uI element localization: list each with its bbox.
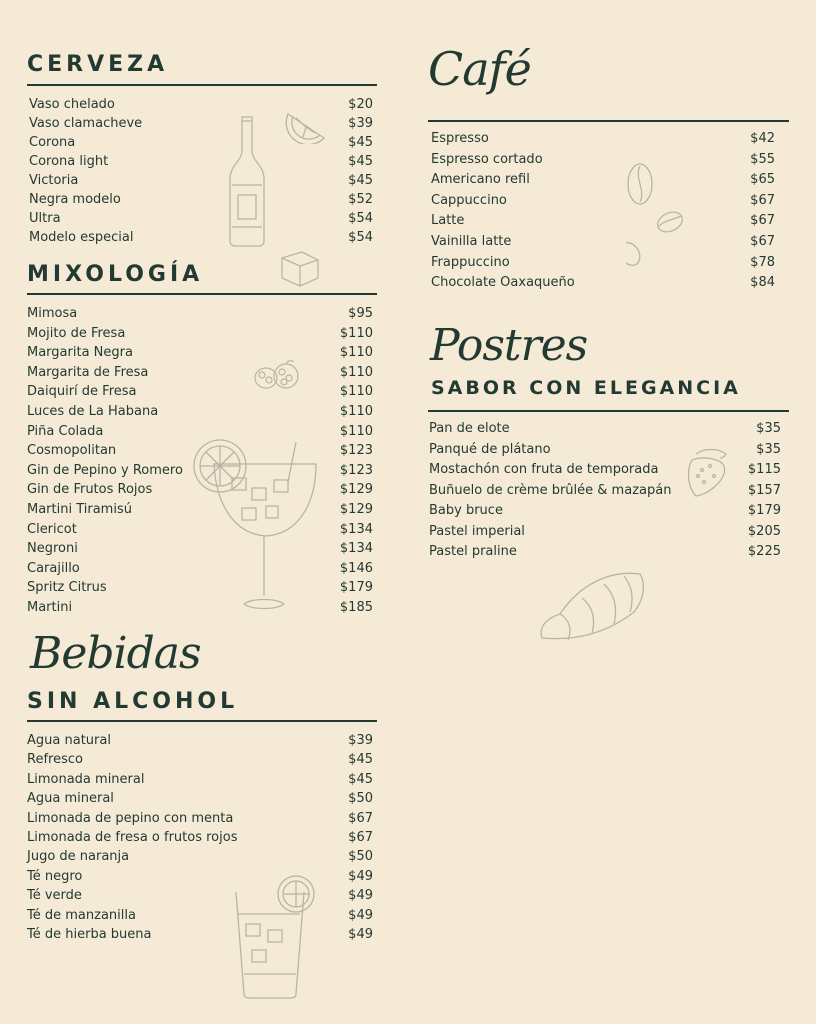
- menu-item-price: $110: [339, 423, 373, 439]
- menu-item: [431, 273, 775, 294]
- menu-item-name: Daiquirí de Fresa: [27, 384, 137, 400]
- section-title-sabor: SABOR CON ELEGANCIA: [431, 377, 741, 399]
- menu-item-name: Té verde: [27, 888, 82, 904]
- menu-item-name: Limonada mineral: [27, 771, 145, 787]
- menu-item-name: Mojito de Fresa: [27, 325, 126, 341]
- menu-item-price: $110: [339, 325, 373, 341]
- menu-item-name: Corona light: [29, 154, 109, 169]
- menu-item-name: Chocolate Oaxaqueño: [431, 275, 575, 291]
- cocktail-glass-icon: [192, 438, 320, 614]
- raspberry-icon: [252, 358, 302, 394]
- menu-item-price: $67: [348, 829, 373, 845]
- section-divider: [428, 410, 789, 412]
- menu-item-price: $179: [339, 580, 373, 596]
- menu-item: [27, 847, 373, 866]
- menu-item-name: Americano refil: [431, 172, 530, 188]
- menu-item-price: $65: [750, 172, 775, 188]
- menu-item: [29, 152, 373, 171]
- menu-item-name: Gin de Pepino y Romero: [27, 462, 183, 478]
- menu-item-price: $39: [348, 116, 373, 131]
- menu-item-name: Margarita Negra: [27, 345, 133, 361]
- menu-item-price: $45: [348, 173, 373, 188]
- section-title-cerveza: CERVEZA: [27, 52, 169, 77]
- menu-item-price: $45: [348, 752, 373, 768]
- menu-item-name: Vainilla latte: [431, 233, 512, 249]
- coffee-bean-icon: [626, 162, 686, 272]
- menu-item: [27, 343, 373, 363]
- menu-item-price: $129: [339, 482, 373, 498]
- menu-item: [27, 828, 373, 847]
- menu-item: [431, 253, 775, 274]
- menu-item: [27, 382, 373, 402]
- menu-item: [29, 190, 373, 209]
- menu-item-price: $50: [348, 791, 373, 807]
- menu-item-name: Pastel praline: [429, 544, 517, 559]
- menu-item: [27, 750, 373, 769]
- menu-item-name: Frappuccino: [431, 254, 510, 270]
- menu-item-name: Gin de Frutos Rojos: [27, 482, 153, 498]
- menu-item-price: $52: [348, 192, 373, 207]
- menu-item: [431, 170, 775, 191]
- menu-item-name: Victoria: [29, 173, 79, 188]
- menu-item-price: $157: [747, 482, 781, 498]
- menu-item-name: Carajillo: [27, 560, 80, 576]
- menu-item: [431, 150, 775, 171]
- menu-item-name: Luces de La Habana: [27, 403, 159, 419]
- menu-item-price: $185: [339, 599, 373, 615]
- menu-item-name: Refresco: [27, 752, 83, 768]
- menu-item-name: Limonada de fresa o frutos rojos: [27, 829, 238, 845]
- menu-item-name: Té de manzanilla: [27, 907, 136, 923]
- menu-item: [27, 731, 373, 750]
- script-title-bebidas: Bebidas: [30, 628, 201, 679]
- menu-item: [429, 542, 781, 563]
- menu-item-name: Piña Colada: [27, 423, 104, 439]
- menu-item-price: $49: [348, 868, 373, 884]
- menu-item-price: $54: [348, 230, 373, 245]
- croissant-icon: [538, 566, 646, 648]
- menu-item: [27, 363, 373, 383]
- menu-item: [429, 522, 781, 543]
- menu-item-price: $78: [750, 254, 775, 270]
- menu-item-price: $84: [750, 275, 775, 291]
- menu-item-price: $67: [348, 810, 373, 826]
- menu-item-price: $110: [339, 345, 373, 361]
- menu-item-price: $179: [747, 503, 781, 518]
- strawberry-icon: [684, 446, 730, 498]
- menu-item-name: Baby bruce: [429, 503, 503, 518]
- menu-item-price: $129: [339, 501, 373, 517]
- menu-item-name: Negroni: [27, 541, 78, 557]
- menu-item-price: $39: [348, 733, 373, 748]
- menu-item-price: $95: [348, 306, 373, 321]
- menu-item-price: $123: [339, 443, 373, 459]
- menu-item-name: Agua mineral: [27, 791, 114, 807]
- tall-glass-icon: [232, 874, 322, 1000]
- menu-item-name: Ultra: [29, 211, 61, 226]
- menu-item-name: Martini: [27, 599, 73, 615]
- menu-item-name: Panqué de plátano: [429, 441, 551, 457]
- menu-item: [27, 809, 373, 828]
- menu-item-name: Buñuelo de crème brûlée & mazapán: [429, 482, 672, 498]
- menu-item-price: $110: [339, 364, 373, 380]
- menu-item-name: Latte: [431, 213, 465, 229]
- menu-item-name: Mostachón con fruta de temporada: [429, 462, 659, 477]
- menu-item-name: Espresso cortado: [431, 151, 543, 167]
- menu-item-price: $146: [339, 560, 373, 576]
- menu-list-cafe: [431, 129, 775, 294]
- menu-item-name: Corona: [29, 135, 76, 150]
- menu-item-price: $225: [747, 544, 781, 559]
- menu-item: [27, 402, 373, 422]
- menu-item-name: Limonada de pepino con menta: [27, 810, 234, 826]
- menu-item-price: $67: [750, 192, 775, 208]
- section-divider: [27, 293, 377, 295]
- menu-item-price: $134: [339, 541, 373, 557]
- menu-item-price: $110: [339, 403, 373, 419]
- menu-item: [27, 770, 373, 789]
- menu-item-price: $49: [348, 907, 373, 923]
- menu-item-name: Vaso clamacheve: [29, 116, 143, 131]
- menu-item-price: $123: [339, 462, 373, 478]
- menu-item: [27, 324, 373, 344]
- menu-item-price: $54: [348, 211, 373, 226]
- ice-cube-icon: [276, 248, 322, 288]
- menu-item: [429, 501, 781, 522]
- menu-item-price: $35: [756, 421, 781, 436]
- section-divider: [428, 120, 789, 122]
- menu-item-name: Clericot: [27, 521, 77, 537]
- menu-item-name: Pastel imperial: [429, 523, 525, 539]
- script-title-cafe: Café: [428, 42, 531, 96]
- menu-item-price: $55: [750, 151, 775, 167]
- menu-item-name: Cosmopolitan: [27, 443, 117, 459]
- menu-item: [431, 191, 775, 212]
- menu-item: [29, 209, 373, 228]
- menu-item-name: Té de hierba buena: [27, 926, 152, 942]
- script-title-postres: Postres: [430, 320, 588, 371]
- menu-item-name: Spritz Citrus: [27, 580, 107, 596]
- menu-item: [27, 304, 373, 324]
- menu-item-name: Modelo especial: [29, 230, 134, 245]
- menu-item-price: $35: [756, 441, 781, 457]
- menu-item-name: Agua natural: [27, 733, 111, 748]
- menu-item-name: Espresso: [431, 131, 489, 146]
- menu-item: [431, 232, 775, 253]
- menu-item-price: $115: [747, 462, 781, 477]
- section-title-mixologia: MIXOLOGÍA: [27, 262, 204, 287]
- lemon-slice-icon: [284, 106, 328, 144]
- menu-item-price: $49: [348, 926, 373, 942]
- menu-item: [429, 419, 781, 440]
- menu-item-name: Negra modelo: [29, 192, 121, 207]
- beer-bottle-icon: [226, 115, 268, 247]
- menu-item-name: Mimosa: [27, 306, 78, 321]
- menu-item: [431, 129, 775, 150]
- menu-item-price: $45: [348, 771, 373, 787]
- section-divider: [27, 84, 377, 86]
- menu-item-name: Pan de elote: [429, 421, 510, 436]
- menu-item: [27, 789, 373, 808]
- menu-item-price: $50: [348, 849, 373, 865]
- menu-item-price: $20: [348, 97, 373, 112]
- menu-item-price: $67: [750, 233, 775, 249]
- menu-item-name: Martini Tiramisú: [27, 501, 132, 517]
- menu-item-name: Cappuccino: [431, 192, 507, 208]
- menu-item-name: Jugo de naranja: [27, 849, 130, 865]
- menu-item-price: $42: [750, 131, 775, 146]
- menu-item-name: Vaso chelado: [29, 97, 115, 112]
- menu-item: [29, 171, 373, 190]
- menu-item-price: $67: [750, 213, 775, 229]
- section-title-sin-alcohol: SIN ALCOHOL: [27, 689, 239, 714]
- menu-item-price: $45: [348, 154, 373, 169]
- menu-item-price: $205: [747, 523, 781, 539]
- menu-item-name: Té negro: [27, 868, 83, 884]
- section-divider: [27, 720, 377, 722]
- menu-item-price: $49: [348, 888, 373, 904]
- menu-item: [29, 228, 373, 247]
- menu-item-price: $45: [348, 135, 373, 150]
- menu-item-name: Margarita de Fresa: [27, 364, 149, 380]
- menu-item-price: $110: [339, 384, 373, 400]
- menu-item-price: $134: [339, 521, 373, 537]
- menu-item: [431, 211, 775, 232]
